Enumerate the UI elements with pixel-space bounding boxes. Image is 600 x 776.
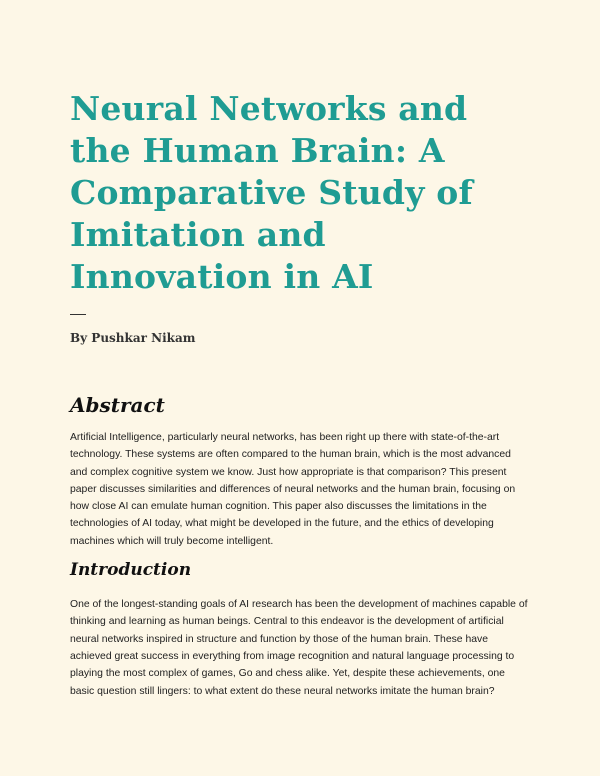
paper-title: Neural Networks and the Human Brain: A Comparative Study of Imitation and Innovation in AI [70, 89, 473, 296]
abstract-text: Artificial Intelligence, particularly neural networks, has been right up there with state-of-the-art technology. These systems are often compared to the human brain, which is the most advanced and complex cognitive system we know. Just how appropriate is that comparison? This present paper discusses similarities and differences of neural networks and the human brain, focusing on how close AI can emulate human cognition. This paper also discusses the limitations in the technologies of AI today, what might be developed in the future, and the ethics of developing machines which will truly become intelligent. [70, 432, 516, 547]
title-divider [70, 314, 86, 315]
introduction-heading: Introduction [70, 560, 192, 581]
abstract-heading: Abstract [70, 393, 165, 417]
introduction-text: One of the longest-standing goals of AI research has been the development of machines capable of thinking and learning as human beings. Central to this endeavor is the development of artificial neural networks inspired in structure and function by those of the human brain. These have achieved great success in everything from image recognition and natural language processing to playing the most complex of games, Go and chess alike. Yet, despite these achievements, one basic question still lingers: to what extent do these neural networks imitate the human brain? [70, 599, 528, 697]
author-byline: By Pushkar Nikam [70, 331, 196, 345]
